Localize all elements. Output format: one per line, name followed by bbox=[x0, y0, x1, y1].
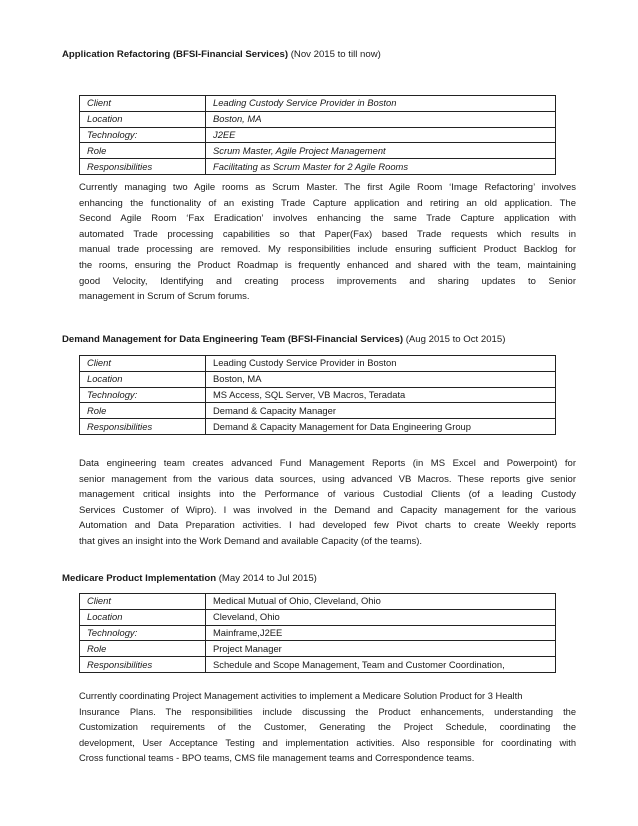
row-label: Responsibilities bbox=[80, 159, 206, 175]
section-3-info-table bbox=[79, 593, 556, 673]
table-row bbox=[80, 111, 556, 127]
section-3-heading bbox=[62, 573, 317, 584]
row-value: Project Manager bbox=[206, 641, 556, 657]
table-row bbox=[80, 641, 556, 657]
paragraph-line: management critical insights into the Performance of various Custodial Clients (of a leading Custody bbox=[79, 489, 576, 501]
row-value: MS Access, SQL Server, VB Macros, Teradata bbox=[206, 387, 556, 403]
table-row bbox=[80, 387, 556, 403]
paragraph-line: Insurance Plans. The responsibilities include discussing the Product enhancements, understanding the bbox=[79, 706, 576, 717]
section-1-info-table bbox=[79, 95, 556, 175]
section-1-title: Application Refactoring (BFSI-Financial Services) bbox=[62, 49, 289, 60]
paragraph-line: Data engineering team creates advanced Fund Management Reports (in MS Excel and Powerpoint) for bbox=[79, 458, 576, 469]
table-row bbox=[80, 403, 556, 419]
table-row bbox=[80, 657, 556, 673]
paragraph-line: enhancing the functionality of an existing Trade Capture application and retiring an old application. The bbox=[79, 197, 576, 209]
table-row bbox=[80, 356, 556, 372]
row-value: Leading Custody Service Provider in Boston bbox=[206, 96, 556, 112]
paragraph-line: senior management from the various data sources, using advanced VB Macros. These reports give senior bbox=[79, 473, 576, 485]
row-value: Schedule and Scope Management, Team and Customer Coordination, bbox=[206, 657, 556, 673]
section-1-dates: (Nov 2015 to till now) bbox=[290, 49, 381, 60]
row-value: Medical Mutual of Ohio, Cleveland, Ohio bbox=[206, 594, 556, 610]
paragraph-line: Currently coordinating Project Management activities to implement a Medicare Solution Product for 3 Health bbox=[79, 691, 523, 701]
row-label: Client bbox=[80, 594, 206, 610]
table-row bbox=[80, 143, 556, 159]
paragraph-line: good Velocity, Identifying and creating process improvements and sharing updates to Senior bbox=[79, 275, 576, 287]
row-value: Cleveland, Ohio bbox=[206, 609, 556, 625]
row-value: Boston, MA bbox=[206, 371, 556, 387]
row-label: Location bbox=[80, 111, 206, 127]
row-label: Technology: bbox=[80, 387, 206, 403]
paragraph-line: Cross functional teams - BPO teams, CMS file management teams and Correspondence teams. bbox=[79, 753, 475, 764]
row-label: Role bbox=[80, 143, 206, 159]
table-row bbox=[80, 159, 556, 175]
paragraph-line: Automation and Data Preparation activities. I had developed few Pivot charts to create Weekly reports bbox=[79, 520, 576, 532]
paragraph-line: that gives an insight into the Work Demand and available Capacity (of the teams). bbox=[79, 535, 423, 547]
paragraph-line: Services Customer of Wipro). I was involved in the Demand and Capacity management for the various bbox=[79, 504, 576, 516]
row-value: Leading Custody Service Provider in Boston bbox=[206, 356, 556, 372]
section-3-title: Medicare Product Implementation bbox=[62, 573, 217, 584]
row-value: Boston, MA bbox=[206, 111, 556, 127]
row-label: Role bbox=[80, 403, 206, 419]
paragraph-line: automated Trade processing capabilities so that Paper(Fax) based Trade requests which results in bbox=[79, 228, 576, 240]
row-label: Client bbox=[80, 96, 206, 112]
paragraph-line: the rooms, ensuring the Product Roadmap is frequently enhanced and shared with the team, maintaining bbox=[79, 259, 576, 271]
section-2-info-table bbox=[79, 355, 556, 435]
section-1-description bbox=[79, 180, 576, 305]
section-2-dates: (Aug 2015 to Oct 2015) bbox=[405, 334, 506, 345]
row-label: Location bbox=[80, 609, 206, 625]
paragraph-line: Currently managing two Agile rooms as Scrum Master. The first Agile Room ‘Image Refactoring’ involves bbox=[79, 182, 576, 193]
row-label: Role bbox=[80, 641, 206, 657]
paragraph-line: Customization requirements of the Customer, Generating the Project Schedule, coordinating the bbox=[79, 722, 576, 733]
paragraph-line: Second Agile Room ‘Fax Eradication’ involves enhancing the same Trade Capture application with bbox=[79, 213, 576, 225]
section-2-description bbox=[79, 456, 576, 550]
table-row bbox=[80, 371, 556, 387]
paragraph-line: manual trade processing are removed. My responsibilities include ensuring sufficient Product Backlog for bbox=[79, 244, 576, 256]
row-label: Client bbox=[80, 356, 206, 372]
row-value: Demand & Capacity Manager bbox=[206, 403, 556, 419]
table-row bbox=[80, 609, 556, 625]
section-2-heading bbox=[62, 334, 505, 345]
table-row bbox=[80, 127, 556, 143]
row-label: Technology: bbox=[80, 625, 206, 641]
row-value: J2EE bbox=[206, 127, 556, 143]
table-row bbox=[80, 419, 556, 435]
row-value: Mainframe,J2EE bbox=[206, 625, 556, 641]
section-3-description bbox=[79, 689, 576, 767]
paragraph-line: development, User Acceptance Testing and implementation activities. Also responsible for coordinating with bbox=[79, 737, 576, 748]
row-value: Facilitating as Scrum Master for 2 Agile Rooms bbox=[206, 159, 556, 175]
section-3-dates: (May 2014 to Jul 2015) bbox=[218, 573, 317, 584]
table-row bbox=[80, 594, 556, 610]
row-label: Responsibilities bbox=[80, 657, 206, 673]
row-label: Responsibilities bbox=[80, 419, 206, 435]
section-2-title: Demand Management for Data Engineering Team (BFSI-Financial Services) bbox=[62, 334, 404, 345]
row-value: Demand & Capacity Management for Data Engineering Group bbox=[206, 419, 556, 435]
table-row bbox=[80, 625, 556, 641]
row-value: Scrum Master, Agile Project Management bbox=[206, 143, 556, 159]
row-label: Technology: bbox=[80, 127, 206, 143]
paragraph-line: management in Scrum of Scrum forums. bbox=[79, 291, 250, 303]
table-row bbox=[80, 96, 556, 112]
section-1-heading bbox=[62, 49, 381, 60]
row-label: Location bbox=[80, 371, 206, 387]
